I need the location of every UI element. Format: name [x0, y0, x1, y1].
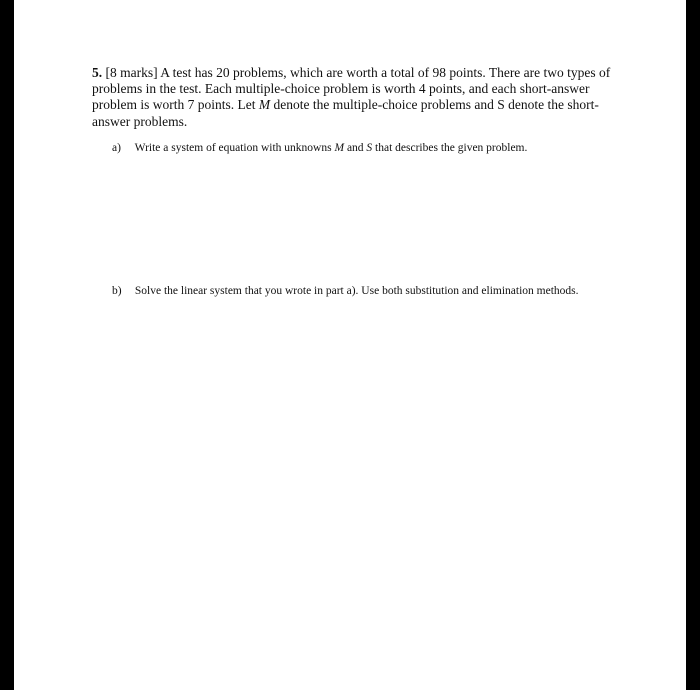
problem-marks: [8 marks] [105, 65, 158, 80]
part-a-text-3: that describes the given problem. [375, 142, 528, 154]
problem-text-1: A test has 20 problems, which are worth a total of 98 points. There are two types of problems in the test. Each multiple-choice problem is worth 4 points, and each short-answer problem is worth 7 points. Let [92, 65, 611, 113]
part-a [112, 141, 527, 155]
part-a-var-s: S [366, 142, 373, 154]
part-b-label: b) [112, 285, 122, 297]
problem-5-statement [92, 65, 628, 130]
part-b [112, 284, 579, 298]
part-a-text-1: Write a system of equation with unknowns [134, 142, 332, 154]
part-a-text-2: and [346, 142, 364, 154]
problem-text-2: denote the multiple-choice problems and S denote the short-answer problems. [92, 97, 599, 129]
problem-var-m: M [258, 97, 271, 113]
part-b-text: Solve the linear system that you wrote in part a). Use both substitution and elimination methods. [134, 285, 579, 297]
part-a-label: a) [112, 142, 121, 154]
problem-number: 5. [92, 65, 103, 80]
part-a-var-m: M [334, 142, 345, 154]
document-page [14, 0, 686, 690]
